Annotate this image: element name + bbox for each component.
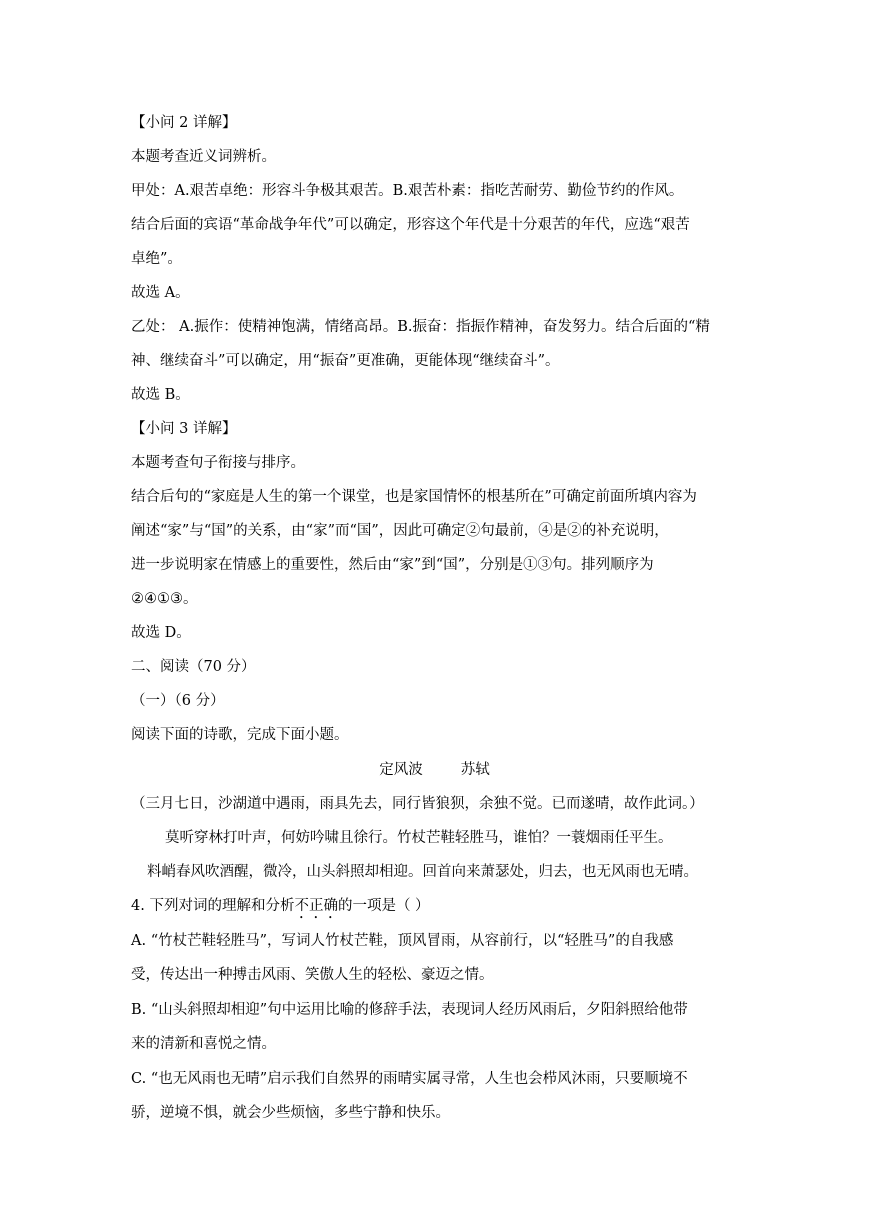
question-4-emphasis: 不正确 — [294, 898, 338, 914]
section-subtitle: （一）（6 分） — [131, 693, 225, 709]
q2-jia-explanation-line-1: 结合后面的宾语“革命战争年代”可以确定，形容这个年代是十分艰苦的年代，应选“艰苦 — [131, 217, 690, 233]
q2-yi-line-2: 神、继续奋斗”可以确定，用“振奋”更准确，更能体现“继续奋斗”。 — [131, 353, 560, 369]
q3-explanation-line-3: 进一步说明家在情感上的重要性，然后由“家”到“国”，分别是①③句。排列顺序为 — [131, 557, 654, 573]
poem-author: 苏轼 — [460, 762, 490, 778]
q2-intro: 本题考查近义词辨析。 — [131, 149, 276, 165]
question-4-stem-prefix: 4. 下列对词的理解和分析 — [131, 898, 295, 914]
option-b-line-1: B. “山头斜照却相迎”句中运用比喻的修辞手法，表现词人经历风雨后，夕阳斜照给他带 — [131, 1002, 688, 1018]
q3-explanation-line-2: 阐述“家”与“国”的关系，由“家”而“国”，因此可确定②句最前，④是②的补充说明， — [131, 523, 669, 539]
q3-answer: 故选 D。 — [131, 625, 191, 641]
q3-header: 【小问 3 详解】 — [131, 421, 237, 437]
option-a-line-2: 受，传达出一种搏击风雨、笑傲人生的轻松、豪迈之情。 — [131, 967, 494, 983]
q3-explanation-line-4: ②④①③。 — [131, 591, 198, 607]
q2-jia-answer: 故选 A。 — [131, 285, 190, 301]
q2-yi-line-1: 乙处： A.振作：使精神饱满，情绪高昂。B.振奋：指振作精神，奋发努力。结合后面的“精 — [131, 319, 710, 335]
option-a-line-1: A. “竹杖芒鞋轻胜马”，写词人竹杖芒鞋，顶风冒雨，从容前行，以“轻胜马”的自我感 — [131, 933, 674, 949]
poem-preface: （三月七日，沙湖道中遇雨，雨具先去，同行皆狼狈，余独不觉。已而遂晴，故作此词。） — [131, 796, 704, 812]
question-4-stem-suffix: 的一项是（ ） — [337, 898, 430, 914]
poem-heading — [0, 760, 869, 780]
option-c-line-1: C. “也无风雨也无晴”启示我们自然界的雨晴实属寻常，人生也会栉风沐雨，只要顺境不 — [131, 1071, 688, 1087]
option-b-line-2: 来的清新和喜悦之情。 — [131, 1036, 276, 1052]
section-title: 二、阅读（70 分） — [131, 659, 256, 675]
question-4-stem — [131, 896, 430, 922]
q2-jia-options: 甲处：A.艰苦卓绝：形容斗争极其艰苦。B.艰苦朴素：指吃苦耐劳、勤俭节约的作风。 — [131, 183, 684, 199]
poem-title: 定风波 — [379, 762, 423, 778]
poem-line-2: 料峭春风吹酒醒，微冷，山头斜照却相迎。回首向来萧瑟处，归去，也无风雨也无晴。 — [147, 864, 698, 880]
q3-explanation-line-1: 结合后句的“家庭是人生的第一个课堂，也是家国情怀的根基所在”可确定前面所填内容为 — [131, 489, 697, 505]
option-c-line-2: 骄，逆境不惧，就会少些烦恼，多些宁静和快乐。 — [131, 1105, 450, 1121]
q2-jia-explanation-line-2: 卓绝”。 — [131, 251, 182, 267]
poem-line-1: 莫听穿林打叶声，何妨吟啸且徐行。竹杖芒鞋轻胜马，谁怕？一蓑烟雨任平生。 — [165, 830, 673, 846]
q2-header: 【小问 2 详解】 — [131, 115, 237, 131]
section-instruction: 阅读下面的诗歌，完成下面小题。 — [131, 727, 349, 743]
q3-intro: 本题考查句子衔接与排序。 — [131, 455, 305, 471]
q2-yi-answer: 故选 B。 — [131, 387, 190, 403]
